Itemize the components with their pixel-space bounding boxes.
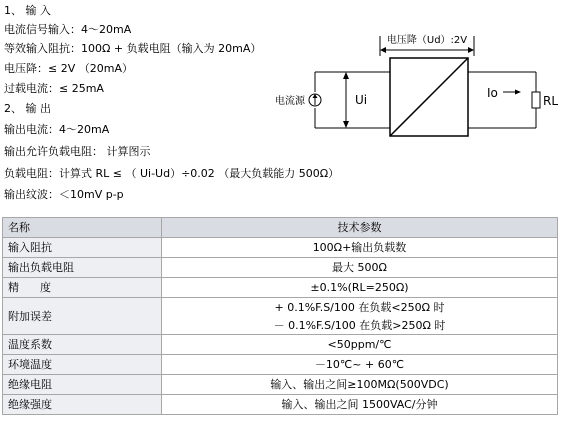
load-resistor-label: RL xyxy=(543,94,559,108)
row-name: 附加误差 xyxy=(3,298,162,335)
row-value: 输入、输出之间 1500VAC/分钟 xyxy=(162,395,558,415)
row-value: 最大 500Ω xyxy=(162,258,558,278)
table-row xyxy=(3,375,558,395)
row-value-line: － 0.1%F.S/100 在负载>250Ω 时 xyxy=(273,318,446,332)
input-heading: 1、 输 入 xyxy=(4,4,51,17)
row-name: 输出负载电阻 xyxy=(3,258,162,278)
voltage-drop-label: 电压降（Ud）:2V xyxy=(386,35,468,46)
row-value: 100Ω+输出负载数 xyxy=(162,238,558,258)
row-name: 环境温度 xyxy=(3,355,162,375)
output-heading: 2、 输 出 xyxy=(4,102,51,115)
input-impedance-spec: 等效输入阻抗：100Ω + 负载电阻（输入为 20mA） xyxy=(4,42,262,55)
table-row xyxy=(3,355,558,375)
row-value: 输入、输出之间≥100MΩ(500VDC) xyxy=(162,375,558,395)
input-voltage-label: Ui xyxy=(355,93,368,107)
allowed-load-spec: 输出允许负载电阻： 计算图示 xyxy=(4,145,151,158)
row-name: 绝缘强度 xyxy=(3,395,162,415)
output-current-spec: 输出电流：4～20mA xyxy=(4,123,110,136)
spec-table xyxy=(2,217,558,415)
load-resistor xyxy=(532,92,540,108)
table-row xyxy=(3,335,558,355)
table-row xyxy=(3,395,558,415)
row-name: 输入阻抗 xyxy=(3,238,162,258)
load-formula-spec: 负载电阻：计算式 RL ≤ （ Ui-Ud）÷0.02 （最大负载能力 500Ω） xyxy=(4,167,340,180)
row-name: 精 度 xyxy=(3,278,162,298)
overload-current-spec: 过载电流：≤ 25mA xyxy=(4,82,104,95)
current-source-label: 电流源 xyxy=(275,96,305,107)
output-ripple-spec: 输出纹波：＜10mV p-p xyxy=(4,188,124,201)
row-value: <50ppm/℃ xyxy=(162,335,558,355)
row-value: ±0.1%(RL=250Ω) xyxy=(162,278,558,298)
header-name-cell: 名称 xyxy=(3,218,162,238)
table-row xyxy=(3,258,558,278)
row-value-line: + 0.1%F.S/100 在负载<250Ω 时 xyxy=(274,300,445,314)
row-name: 温度系数 xyxy=(3,335,162,355)
table-row xyxy=(3,278,558,298)
output-current-label: Io xyxy=(487,86,498,100)
table-header-row xyxy=(3,218,558,238)
row-value: －10℃~ + 60℃ xyxy=(162,355,558,375)
header-value-cell: 技术参数 xyxy=(162,218,558,238)
row-name: 绝缘电阻 xyxy=(3,375,162,395)
voltage-drop-spec: 电压降：≤ 2V （20mA） xyxy=(4,62,133,75)
row-value xyxy=(162,298,558,335)
input-current-spec: 电流信号输入：4～20mA xyxy=(4,23,132,36)
table-row xyxy=(3,238,558,258)
load-calculation-diagram xyxy=(266,30,562,140)
table-row xyxy=(3,298,558,335)
